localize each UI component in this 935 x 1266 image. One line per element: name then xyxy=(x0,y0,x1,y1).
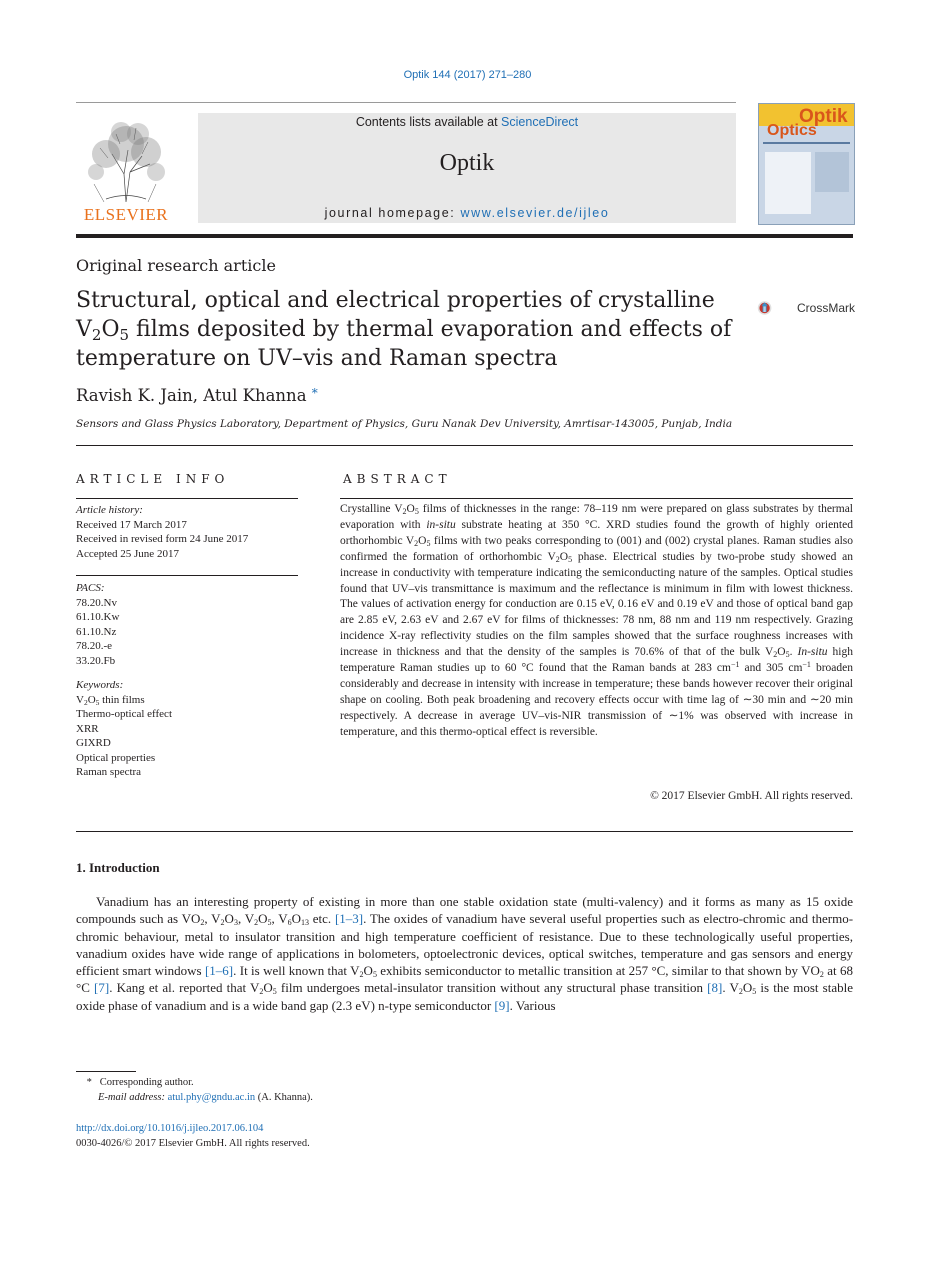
homepage-link[interactable]: www.elsevier.de/ijleo xyxy=(460,206,610,220)
author-names: Ravish K. Jain, Atul Khanna xyxy=(76,386,307,405)
doi-link[interactable]: http://dx.doi.org/10.1016/j.ijleo.2017.06.104 xyxy=(76,1123,264,1134)
affiliation-rule xyxy=(76,445,853,446)
cover-title: Optik xyxy=(799,106,848,127)
footnote-rule xyxy=(76,1071,136,1072)
history-revised: Received in revised form 24 June 2017 xyxy=(76,533,249,545)
journal-name: Optik xyxy=(439,150,495,176)
abstract-copyright: © 2017 Elsevier GmbH. All rights reserved. xyxy=(650,790,853,802)
pacs-item: 78.20.-e xyxy=(76,640,113,652)
article-type: Original research article xyxy=(76,256,276,275)
keyword-item: XRR xyxy=(76,722,99,735)
crossmark-label[interactable]: CrossMark xyxy=(797,301,856,315)
email-link[interactable]: atul.phy@gndu.ac.in xyxy=(167,1091,256,1103)
corresponding-author-mark[interactable]: * xyxy=(311,386,318,400)
history-accepted: Accepted 25 June 2017 xyxy=(76,547,179,560)
keyword-item: Raman spectra xyxy=(76,766,142,778)
pacs-item: 61.10.Nz xyxy=(76,625,117,638)
corresponding-text: Corresponding author. xyxy=(99,1077,194,1088)
abstract-rule xyxy=(340,498,853,499)
top-rule xyxy=(76,102,736,103)
email-suffix: (A. Khanna). xyxy=(255,1091,313,1103)
history-received: Received 17 March 2017 xyxy=(76,518,187,531)
contents-prefix: Contents lists available at xyxy=(355,115,502,129)
pacs-item: 33.20.Fb xyxy=(76,654,116,667)
journal-cover xyxy=(758,103,855,225)
journal-reference[interactable]: Optik 144 (2017) 271–280 xyxy=(403,69,532,81)
homepage-prefix: journal homepage: xyxy=(324,206,461,220)
citation-link[interactable]: [8] xyxy=(707,980,723,996)
article-info-heading: ARTICLE INFO xyxy=(76,472,230,486)
elsevier-wordmark: ELSEVIER xyxy=(83,205,169,224)
doi-block xyxy=(76,1121,310,1151)
authors xyxy=(76,386,318,405)
article-title: Structural, optical and electrical properties of crystalline $V_2O_5$ films deposited by thermal evaporation and effects of temperature on UV–vis and Raman spectra xyxy=(76,288,732,371)
homepage-line xyxy=(198,206,736,220)
sciencedirect-link[interactable]: ScienceDirect xyxy=(501,115,579,129)
pacs-item: 78.20.Nv xyxy=(76,596,117,609)
crossmark-icon[interactable] xyxy=(757,288,797,328)
corresponding-author-note: * Corresponding author. xyxy=(84,1077,194,1088)
citation-link[interactable]: [1–3] xyxy=(334,911,364,927)
citation-link[interactable]: [7] xyxy=(94,980,110,996)
email-label: E-mail address: xyxy=(98,1091,165,1103)
issn-copyright: 0030-4026/© 2017 Elsevier GmbH. All rights reserved. xyxy=(76,1138,310,1149)
abstract-heading: ABSTRACT xyxy=(343,472,452,486)
header-thick-rule xyxy=(76,234,853,238)
introduction-body: Vanadium has an interesting property of existing in more than one stable oxidation state (multi-valency) and it forms as many as 15 oxide compounds such as $VO_2$, $V_2O_3$, $V_2O_5$, $V_6O_{13}$ etc. [1–3]. The oxides of vanadium have several useful properties such as electro-chromic and thermo-chromic behaviour, metal to insulator transition and high temperature coefficient of resistance. Due to these technologically useful properties, vanadium oxides have wide range of applications in bolometers, optoelectronic devices, optical switches, temperature and gas sensors and energy efficient smart windows [1–6]. It is well known that $V_2O_5$ exhibits semiconductor to metallic transition at 257 °C, similar to that shown by $VO_2$ at 68 °C [7]. Kang et al. reported that $V_2O_5$ film undergoes metal-insulator transition without any structural phase transition [8]. $V_2O_5$ is the most stable oxide phase of vanadium and is a wide band gap (2.3 eV) n-type semiconductor [9]. Various xyxy=(76,894,854,1013)
contents-line xyxy=(198,115,736,129)
history-label: Article history: xyxy=(76,504,143,516)
abstract-body: Crystalline $V_2O_5$ films of thicknesses in the range: 78–119 nm were prepared on glass substrates by thermal evaporation with in-situ substrate heating at 350 °C. XRD studies found the growth of highly oriented orthorhombic $V_2O_5$ films with two peaks corresponding to (001) and (002) crystal planes. Raman studies also confirmed the formation of orthorhombic $V_2O_5$ phase. Electrical studies by two-probe study showed an increase in conductivity with temperature indicating the semiconducting nature of the samples. Optical studies found that UV–vis transmittance is maximum and the reflectance is minimum in film with lowest thickness. The values of activation energy for conduction are 0.15 eV, 0.16 eV and 0.19 eV and those of optical band gap are 2.85 eV, 2.63 eV and 2.67 eV for films of thicknesses: 78 nm, 88 nm and 119 nm respectively. Grazing incidence X-ray reflectivity studies on the film samples showed that the surface roughness increases with increase in thickness and that the density of the samples is 70.6% of that of the bulk $V_2O_5$. In-situ high temperature Raman studies up to 60 °C found that the Raman bands at 283 $cm^{-1}$ and 305 $cm^{-1}$ broaden considerably and decrease in intensity with increase in temperature; these bands however recover their original shape on cooling. Both peak broadening and recovery effects occur with time lag of ∼30 min and ∼20 min respectively. A decrease in average UV–vis-NIR transmission of ∼1% was observed with increase in temperature, and this thermo-optical effect is reversible. xyxy=(340,503,854,738)
article-info-rule xyxy=(76,498,298,499)
cover-subtitle: Optics xyxy=(767,122,817,139)
footnotes xyxy=(84,1076,313,1105)
pacs-block xyxy=(76,581,119,668)
citation-link[interactable]: [1–6] xyxy=(204,963,234,979)
article-history xyxy=(76,503,248,561)
affiliation: Sensors and Glass Physics Laboratory, Department of Physics, Guru Nanak Dev University, Amrtisar-143005, Punjab, India xyxy=(76,418,733,430)
keyword-item: GIXRD xyxy=(76,737,111,749)
keywords-block xyxy=(76,678,172,780)
abstract-end-rule xyxy=(76,831,853,832)
pacs-label: PACS: xyxy=(76,582,105,594)
keyword-item: $V_2O_5$ thin films xyxy=(76,693,145,707)
introduction-heading: 1. Introduction xyxy=(76,860,160,875)
keyword-item: Thermo-optical effect xyxy=(76,708,172,720)
keywords-label: Keywords: xyxy=(76,679,124,691)
pacs-item: 61.10.Kw xyxy=(76,611,120,623)
citation-link[interactable]: [9] xyxy=(494,997,510,1013)
keyword-item: Optical properties xyxy=(76,751,156,764)
email-note xyxy=(84,1091,313,1106)
history-rule xyxy=(76,575,298,576)
